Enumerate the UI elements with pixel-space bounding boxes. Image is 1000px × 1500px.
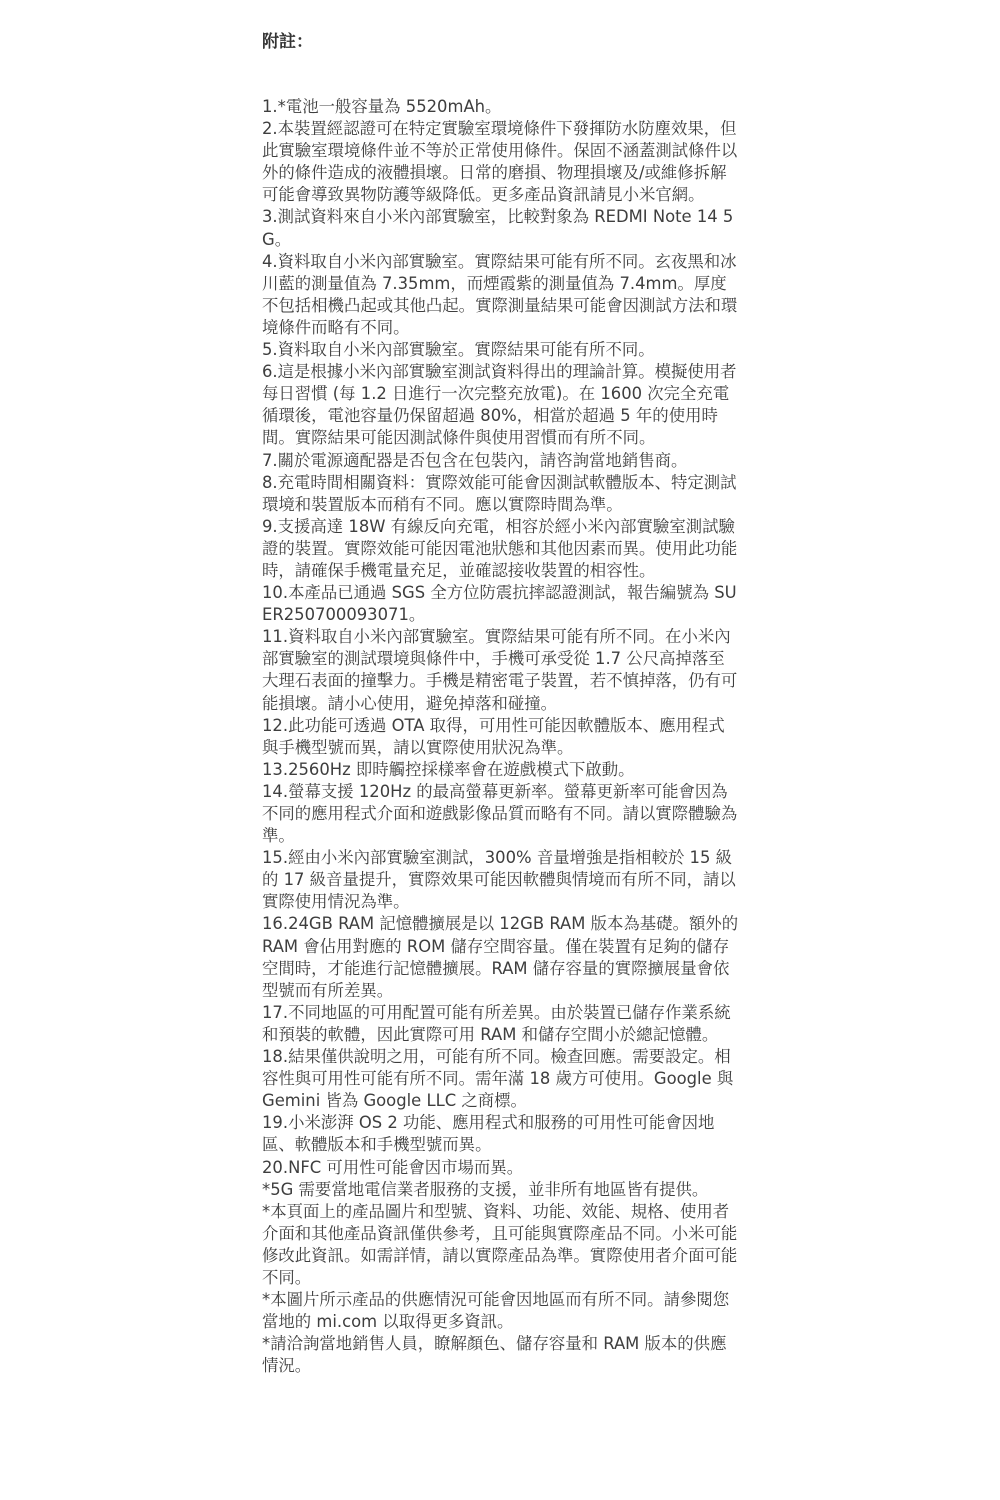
footnote-item: 7.關於電源適配器是否包含在包裝內，請咨詢當地銷售商。	[262, 450, 688, 470]
footnote-item: 11.資料取自小米內部實驗室。實際結果可能有所不同。在小米內部實驗室的測試環境與條件中，手機可承受從 1.7 公尺高掉落至大理石表面的撞擊力。手機是精密電子裝置，若不慎掉落，仍有可能損壞。請小心使用，避免掉落和碰撞。	[262, 627, 738, 713]
footnote-item: *5G 需要當地電信業者服務的支援，並非所有地區皆有提供。	[262, 1179, 709, 1199]
footnote-item: 16.24GB RAM 記憶體擴展是以 12GB RAM 版本為基礎。額外的 RAM 會佔用對應的 ROM 儲存空間容量。僅在裝置有足夠的儲存空間時，才能進行記憶體擴展。RAM 儲存容量的實際擴展量會依型號而有所差異。	[262, 914, 739, 1000]
footnote-item: 13.2560Hz 即時觸控採樣率會在遊戲模式下啟動。	[262, 759, 635, 779]
footnote-item: *本圖片所示產品的供應情況可能會因地區而有所不同。請參閱您當地的 mi.com 以取得更多資訊。	[262, 1290, 730, 1332]
footnote-item: 12.此功能可透過 OTA 取得，可用性可能因軟體版本、應用程式與手機型號而異，請以實際使用狀況為準。	[262, 715, 725, 757]
footnote-item: 2.本裝置經認證可在特定實驗室環境條件下發揮防水防塵效果，但此實驗室環境條件並不等於正常使用條件。保固不涵蓋測試條件以外的條件造成的液體損壞。日常的磨損、物理損壞及/或維修拆解可能會導致異物防護等級降低。更多產品資訊請見小米官網。	[262, 119, 738, 205]
footnote-item: 4.資料取自小米內部實驗室。實際結果可能有所不同。玄夜黑和冰川藍的測量值為 7.35mm，而煙霞紫的測量值為 7.4mm。厚度不包括相機凸起或其他凸起。實際測量結果可能會因測試方法和環境條件而略有不同。	[262, 251, 738, 337]
footnote-item: 14.螢幕支援 120Hz 的最高螢幕更新率。螢幕更新率可能會因為不同的應用程式介面和遊戲影像品質而略有不同。請以實際體驗為準。	[262, 781, 738, 846]
footnote-item: 17.不同地區的可用配置可能有所差異。由於裝置已儲存作業系統和預裝的軟體，因此實際可用 RAM 和儲存空間小於總記憶體。	[262, 1002, 731, 1044]
footnote-item: 3.測試資料來自小米內部實驗室，比較對象為 REDMI Note 14 5G。	[262, 207, 734, 249]
footnote-item: 8.充電時間相關資料：實際效能可能會因測試軟體版本、特定測試環境和裝置版本而稍有不同。應以實際時間為準。	[262, 472, 737, 514]
footnotes-section	[262, 28, 740, 1377]
footnote-item: 19.小米澎湃 OS 2 功能、應用程式和服務的可用性可能會因地區、軟體版本和手機型號而異。	[262, 1113, 715, 1155]
footnote-item: *本頁面上的產品圖片和型號、資料、功能、效能、規格、使用者介面和其他產品資訊僅供參考，且可能與實際產品不同。小米可能修改此資訊。如需詳情，請以實際產品為準。實際使用者介面可能不同。	[262, 1201, 738, 1287]
footnote-item: 5.資料取自小米內部實驗室。實際結果可能有所不同。	[262, 340, 655, 360]
footnote-item: 15.經由小米內部實驗室測試，300% 音量增強是指相較於 15 級的 17 級音量提升，實際效果可能因軟體與情境而有所不同，請以實際使用情況為準。	[262, 848, 736, 912]
footnotes-list	[262, 96, 740, 1377]
footnote-item: 18.結果僅供說明之用，可能有所不同。檢查回應。需要設定。相容性與可用性可能有所不同。需年滿 18 歲方可使用。Google 與 Gemini 皆為 Google LLC 之商標。	[262, 1047, 734, 1111]
footnote-item: 10.本產品已通過 SGS 全方位防震抗摔認證測試，報告編號為 SUER250700093071。	[262, 583, 737, 625]
footnote-item: 6.這是根據小米內部實驗室測試資料得出的理論計算。模擬使用者每日習慣 (每 1.2 日進行一次完整充放電)。在 1600 次完全充電循環後，電池容量仍保留超過 80%，相當於超過 5 年的使用時間。實際結果可能因測試條件與使用習慣而有所不同。	[262, 362, 737, 448]
footnote-item: 9.支援高達 18W 有線反向充電，相容於經小米內部實驗室測試驗證的裝置。實際效能可能因電池狀態和其他因素而異。使用此功能時，請確保手機電量充足，並確認接收裝置的相容性。	[262, 516, 738, 580]
footnotes-heading: 附註：	[262, 32, 313, 52]
footnote-item: *請洽詢當地銷售人員，瞭解顏色、儲存容量和 RAM 版本的供應情況。	[262, 1334, 727, 1376]
footnote-item: 20.NFC 可用性可能會因市場而異。	[262, 1157, 524, 1177]
footnote-item: 1.*電池一般容量為 5520mAh。	[262, 97, 502, 116]
